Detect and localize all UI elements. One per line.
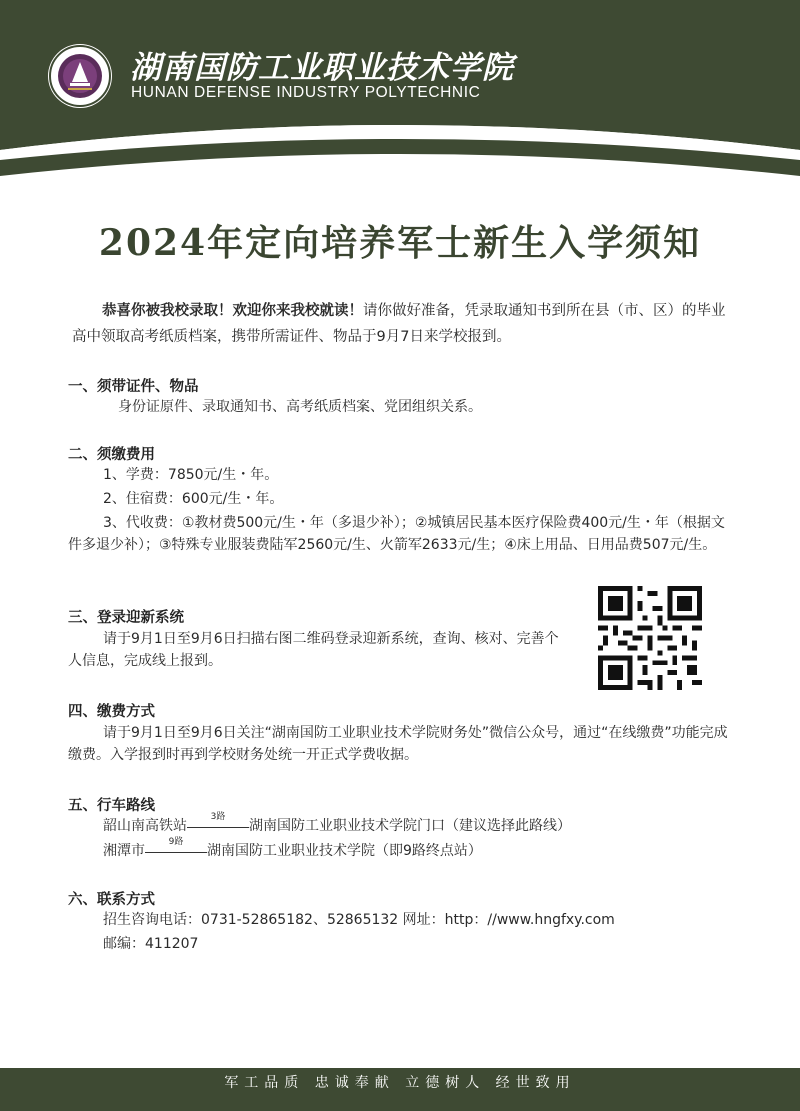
route-1-to: 湖南国防工业职业技术学院门口（建议选择此路线）	[249, 818, 571, 834]
section-1-heading: 一、须带证件、物品	[68, 379, 199, 395]
route-2-to: 湖南国防工业职业技术学院（即9路终点站）	[207, 843, 482, 859]
route-1-from: 韶山南高铁站	[103, 818, 187, 834]
section-6-heading: 六、联系方式	[68, 892, 155, 908]
section-4-heading: 四、缴费方式	[68, 704, 155, 720]
fee-item-collected: 3、代收费：①教材费500元/生・年（多退少补）；②城镇居民基本医疗保险费400元/生・年（根据文件多退少补）；③特殊专业服装费陆军2560元/生、火箭军2633元/生；④床上用品、日用品费507元/生。	[68, 515, 725, 553]
intro-text: 请你做好准备，凭录取通知书到所在县（市、区）的毕业高中领取高考纸质档案，携带所需证件、物品于9月7日来学校报到。	[72, 303, 726, 345]
section-3-text: 请于9月1日至9月6日扫描右图二维码登录迎新系统，查询、核对、完善个人信息，完成线上报到。	[68, 631, 559, 669]
school-name-cn: 湖南国防工业职业技术学院	[130, 50, 514, 86]
school-name-en: HUNAN DEFENSE INDUSTRY POLYTECHNIC	[131, 84, 481, 101]
contact-postcode: 邮编：411207	[103, 936, 199, 952]
route-2-bus: 9路	[168, 837, 184, 847]
section-3-heading: 三、登录迎新系统	[68, 610, 184, 626]
section-1-line: 身份证原件、录取通知书、高考纸质档案、党团组织关系。	[118, 399, 482, 415]
route-2-from: 湘潭市	[103, 843, 145, 859]
fee-item-tuition: 1、学费：7850元/生・年。	[103, 467, 279, 483]
route-2-connector	[145, 837, 207, 858]
qr-code[interactable]	[598, 586, 702, 690]
route-1-bus: 3路	[210, 812, 226, 822]
footer-bar	[0, 1068, 800, 1111]
section-2-heading: 二、须缴费用	[68, 447, 155, 463]
route-1	[103, 812, 571, 837]
fee-item-accommodation: 2、住宿费：600元/生・年。	[103, 491, 284, 507]
intro-bold: 恭喜你被我校录取！欢迎你来我校就读！	[102, 303, 363, 319]
header-banner	[0, 0, 800, 185]
route-2	[103, 837, 482, 862]
section-5-heading: 五、行车路线	[68, 798, 155, 814]
page-title: 2024年定向培养军士新生入学须知	[98, 222, 702, 264]
section-4-text: 请于9月1日至9月6日关注“湖南国防工业职业技术学院财务处”微信公众号，通过“在线缴费”功能完成缴费。入学报到时再到学校财务处统一开正式学费收据。	[68, 725, 728, 763]
route-1-connector	[187, 812, 249, 833]
school-logo	[48, 44, 112, 108]
intro-paragraph	[72, 298, 732, 350]
contact-phone-website: 招生咨询电话：0731-52865182、52865132 网址：http：//www.hngfxy.com	[103, 912, 615, 928]
footer-motto: 军工品质 忠诚奉献 立德树人 经世致用	[224, 1075, 576, 1091]
